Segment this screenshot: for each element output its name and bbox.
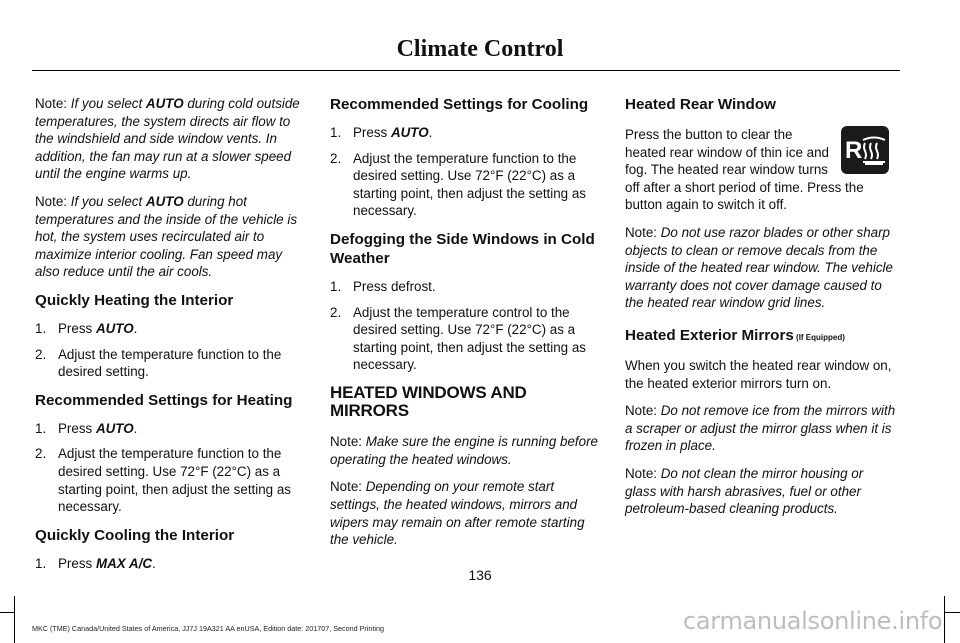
list-item: 1. Press AUTO. bbox=[35, 320, 138, 336]
watermark: carmanualsonline.info bbox=[683, 607, 943, 635]
list-item: 1. Press AUTO. bbox=[330, 125, 433, 140]
steps-recommended-heating bbox=[35, 420, 305, 516]
heading-quick-heating: Quickly Heating the Interior bbox=[35, 291, 234, 309]
note-mirror-ice: Note: Do not remove ice from the mirrors with a scraper or adjust the mirror glass when it is frozen in place. bbox=[625, 403, 896, 454]
crop-mark bbox=[944, 596, 945, 643]
note-auto-cold: Note: If you select AUTO during cold outside temperatures, the system directs air flow to the windshield and side window vents. In addition, the fan may run at a slower speed until the engine warms up. bbox=[35, 96, 300, 182]
heading-defogging: Defogging the Side Windows in Cold Weather bbox=[330, 230, 595, 267]
edition-footer: MKC (TME) Canada/United States of America, JJ7J 19A321 AA enUSA, Edition date: 201707, Second Printing bbox=[32, 624, 384, 633]
list-item: 1. Press MAX A/C. bbox=[35, 555, 156, 571]
header-rule bbox=[32, 70, 900, 71]
crop-mark bbox=[14, 596, 15, 643]
list-item: 2. Adjust the temperature function to the desired setting. Use 72°F (22°C) as a starting point, then adjust the setting as necessary. bbox=[330, 150, 586, 219]
list-item: 1. Press defrost. bbox=[330, 278, 436, 294]
steps-quick-heating bbox=[35, 320, 305, 381]
column-1 bbox=[35, 95, 305, 582]
column-3 bbox=[625, 95, 897, 528]
rear-window-description: Press the button to clear the heated rear window of thin ice and fog. The heated rear window turns off after a short period of time. Press the button again to switch it off. bbox=[625, 127, 864, 213]
heading-recommended-cooling: Recommended Settings for Cooling bbox=[330, 96, 589, 113]
note-razor-blades: Note: Do not use razor blades or other sharp objects to clean or remove decals from the inside of the heated rear window. The vehicle warranty does not cover damage caused to the heated rear window grid lines. bbox=[625, 224, 893, 311]
list-item: 1. Press AUTO. bbox=[35, 420, 138, 436]
svg-text:R: R bbox=[845, 137, 863, 164]
note-auto-hot: Note: If you select AUTO during hot temperatures and the inside of the vehicle is hot, the system uses recirculated air to maximize interior cooling. Fan speed may also reduce until the air cools. bbox=[35, 193, 298, 280]
page-title: Climate Control bbox=[396, 36, 564, 62]
note-engine-running: Note: Make sure the engine is running before operating the heated windows. bbox=[330, 434, 598, 467]
steps-defogging bbox=[330, 278, 602, 374]
page-number: 136 bbox=[468, 567, 492, 583]
list-item: 2. Adjust the temperature function to the desired setting. bbox=[35, 346, 282, 380]
crop-mark bbox=[0, 612, 14, 613]
heading-quick-cooling: Quickly Cooling the Interior bbox=[35, 526, 235, 544]
note-remote-start: Note: Depending on your remote start settings, the heated windows, mirrors and wipers may remain on after remote starting the vehicle. bbox=[330, 479, 585, 548]
list-item: 2. Adjust the temperature control to the desired setting. Use 72°F (22°C) as a starting point, then adjust the setting as necessary. bbox=[330, 304, 586, 373]
note-mirror-cleaning: Note: Do not clean the mirror housing or glass with harsh abrasives, fuel or other petroleum-based cleaning products. bbox=[625, 465, 864, 517]
heading-recommended-heating: Recommended Settings for Heating bbox=[35, 391, 293, 409]
rear-defrost-icon bbox=[841, 126, 889, 174]
crop-mark bbox=[944, 612, 960, 613]
list-item: 2. Adjust the temperature function to the desired setting. Use 72°F (22°C) as a starting point, then adjust the setting as necessary. bbox=[35, 446, 291, 515]
steps-recommended-cooling bbox=[330, 124, 602, 220]
mirrors-description: When you switch the heated rear window on, the heated exterior mirrors turn on. bbox=[625, 357, 892, 391]
section-title-heated-windows: HEATED WINDOWS AND MIRRORS bbox=[330, 382, 527, 420]
heading-heated-rear-window: Heated Rear Window bbox=[625, 96, 776, 113]
heading-heated-mirrors: Heated Exterior Mirrors (If Equipped) bbox=[625, 326, 845, 344]
column-2 bbox=[330, 95, 602, 559]
